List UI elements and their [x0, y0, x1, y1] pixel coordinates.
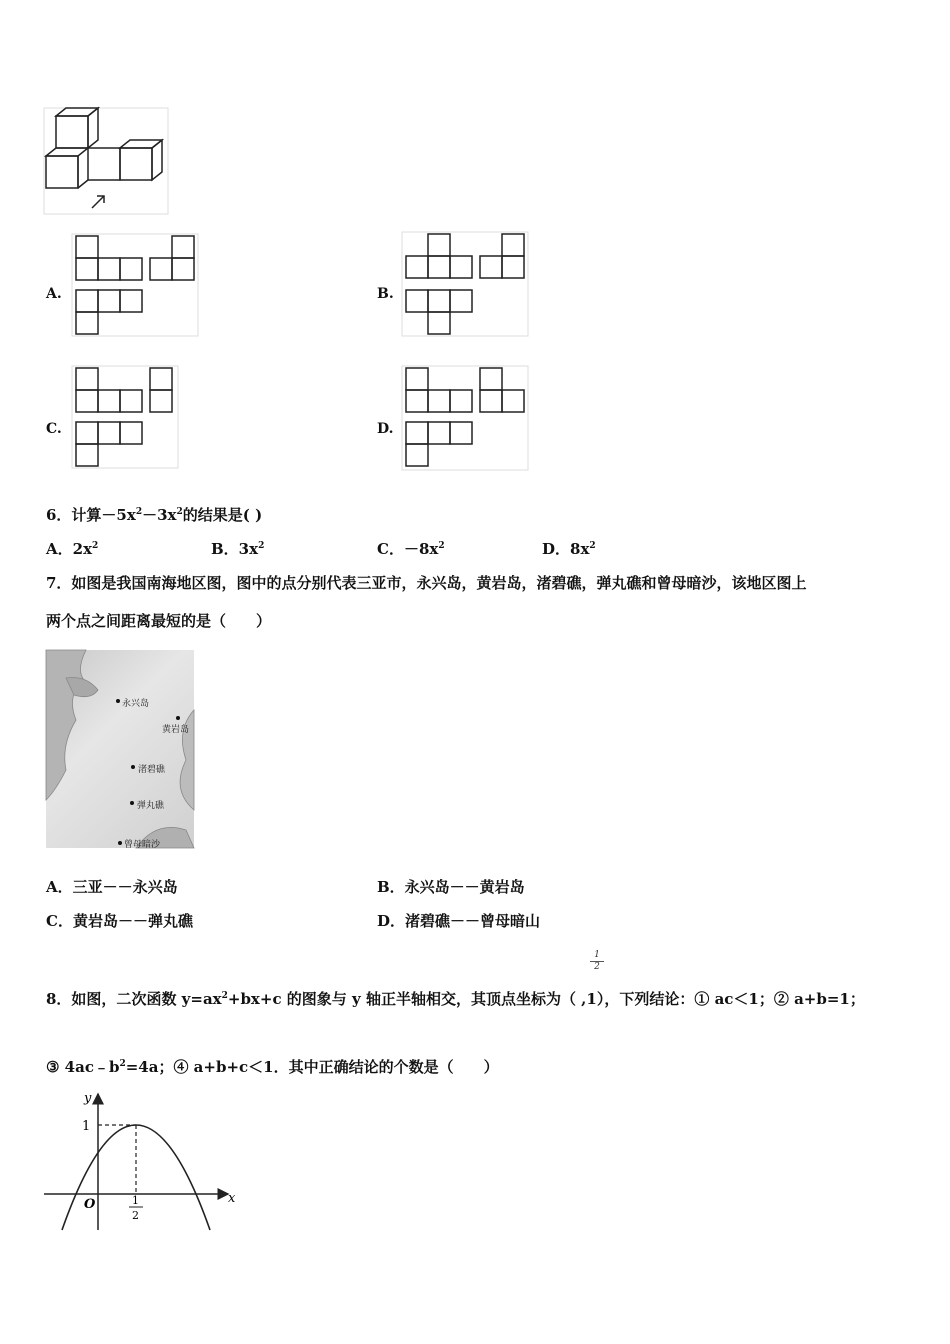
q6-option-d: D．$8x^2$ [542, 540, 596, 558]
q6-stem: 6．计算$-5x^2-3x^2$的结果是( ) [46, 506, 263, 524]
q8-parabola-graph [40, 1090, 250, 1235]
q6-option-c: C．$-8x^2$ [377, 540, 445, 558]
q8-stem-line1: 8．如图，二次函数 $y=ax^2+bx+c$ 的图象与 y 轴正半轴相交，其顶点坐标为（ ,1），下列结论：① ac＜1；② a+b=1； [46, 990, 865, 1008]
option-c-label: C. [46, 421, 62, 437]
q8-vertex-fraction: 1 2 [590, 950, 604, 973]
map-label-zhubi: 渚碧礁 [138, 765, 166, 775]
map-label-danwan: 弹丸礁 [137, 801, 165, 811]
cube-solid-figure [44, 108, 170, 216]
q7-option-c: C．黄岩岛－－弹丸礁 [46, 912, 193, 930]
x-tick-den: 2 [132, 1209, 139, 1222]
option-a-views [72, 234, 200, 338]
x-label: x [228, 1191, 236, 1206]
q7-stem-line2: 两个点之间距离最短的是（ ） [46, 612, 272, 630]
option-a-label: A. [46, 286, 62, 302]
q6-option-b: B．$3x^2$ [211, 540, 265, 558]
q7-stem-line1: 7．如图是我国南海地区图，图中的点分别代表三亚市，永兴岛，黄岩岛，渚碧礁，弹丸礁和曾母暗沙，该地区图上 [46, 574, 807, 592]
origin-label: O [84, 1197, 96, 1212]
map-label-yongxing: 永兴岛 [122, 699, 150, 709]
q7-option-a: A．三亚－－永兴岛 [46, 878, 178, 896]
q6-option-a: A．$2x^2$ [46, 540, 99, 558]
map-label-zengmu: 曾母暗沙 [124, 840, 161, 850]
q7-option-b: B．永兴岛－－黄岩岛 [377, 878, 525, 896]
option-b-label: B. [377, 286, 394, 302]
y-tick-1: 1 [82, 1119, 91, 1134]
q8-stem-line2: ③ $4ac﹣b^2=4a$；④ a+b+c＜1．其中正确结论的个数是（ ） [46, 1058, 499, 1076]
option-d-views [402, 366, 530, 472]
south-china-sea-map [46, 650, 194, 848]
map-label-huangyan: 黄岩岛 [162, 725, 190, 735]
x-tick-num: 1 [132, 1194, 139, 1207]
y-label: y [84, 1091, 92, 1106]
option-c-views [72, 366, 180, 470]
q7-option-d: D．渚碧礁－－曾母暗山 [377, 912, 541, 930]
option-b-views [402, 232, 530, 338]
option-d-label: D. [377, 421, 394, 437]
